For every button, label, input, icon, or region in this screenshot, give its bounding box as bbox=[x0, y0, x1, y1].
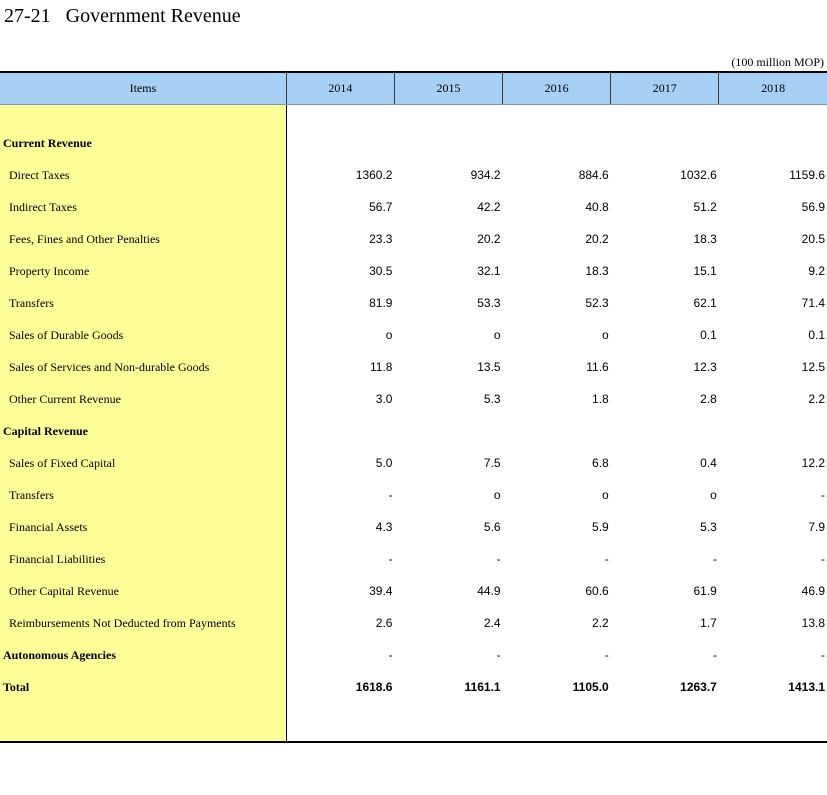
row-value: 11.6 bbox=[586, 360, 609, 374]
table-row bbox=[0, 543, 827, 575]
row-label: Sales of Durable Goods bbox=[0, 319, 286, 351]
row-label: Reimbursements Not Deducted from Payments bbox=[0, 607, 286, 639]
row-value: - bbox=[496, 552, 501, 566]
row-value: 18.3 bbox=[693, 232, 717, 246]
row-value bbox=[394, 127, 502, 159]
row-value: 18.3 bbox=[585, 264, 609, 278]
row-value: 20.5 bbox=[801, 232, 825, 246]
row-value: 42.2 bbox=[477, 200, 501, 214]
row-label: Transfers bbox=[0, 287, 286, 319]
row-value: o bbox=[602, 488, 609, 502]
row-label: Indirect Taxes bbox=[0, 191, 286, 223]
row-label: Financial Assets bbox=[0, 511, 286, 543]
row-value: - bbox=[604, 648, 609, 662]
row-value: 62.1 bbox=[693, 296, 717, 310]
row-value: 884.6 bbox=[578, 168, 609, 182]
row-label: Fees, Fines and Other Penalties bbox=[0, 223, 286, 255]
row-value: 60.6 bbox=[585, 584, 609, 598]
table-row bbox=[0, 159, 827, 191]
row-value: 1105.0 bbox=[572, 680, 609, 694]
row-value: 934.2 bbox=[470, 168, 501, 182]
table-body bbox=[0, 105, 827, 743]
row-value: - bbox=[496, 648, 501, 662]
table-row bbox=[0, 255, 827, 287]
table-row bbox=[0, 415, 827, 447]
row-value: 56.7 bbox=[286, 191, 394, 223]
row-value: 39.4 bbox=[286, 575, 394, 607]
row-value: 40.8 bbox=[585, 200, 609, 214]
row-value: 1618.6 bbox=[286, 671, 394, 703]
row-value: 20.2 bbox=[477, 232, 501, 246]
row-label: Other Current Revenue bbox=[0, 383, 286, 415]
row-value: - bbox=[712, 552, 717, 566]
row-value: 9.2 bbox=[808, 264, 825, 278]
row-value: 4.3 bbox=[286, 511, 394, 543]
row-label: Direct Taxes bbox=[0, 159, 286, 191]
row-value: 1032.6 bbox=[680, 168, 717, 182]
row-value: 13.5 bbox=[477, 360, 501, 374]
row-label: Total bbox=[0, 671, 286, 703]
row-value: 46.9 bbox=[801, 584, 825, 598]
header-year: 2016 bbox=[503, 72, 611, 105]
row-label: Transfers bbox=[0, 479, 286, 511]
row-value bbox=[719, 415, 827, 447]
row-value: 51.2 bbox=[693, 200, 717, 214]
header-year: 2015 bbox=[394, 72, 502, 105]
row-value: 12.3 bbox=[693, 360, 717, 374]
row-value: 7.9 bbox=[808, 520, 825, 534]
row-value: 5.0 bbox=[286, 447, 394, 479]
row-value: 20.2 bbox=[585, 232, 609, 246]
row-value: o bbox=[493, 488, 501, 502]
row-label: Sales of Services and Non-durable Goods bbox=[0, 351, 286, 383]
table-row bbox=[0, 575, 827, 607]
row-value: 44.9 bbox=[477, 584, 501, 598]
header-year: 2014 bbox=[286, 72, 394, 105]
table-row bbox=[0, 479, 827, 511]
row-value: - bbox=[286, 639, 394, 671]
row-value: 0.1 bbox=[808, 328, 825, 342]
row-value: 5.6 bbox=[483, 520, 501, 534]
row-value: o bbox=[710, 488, 717, 502]
row-value: 3.0 bbox=[286, 383, 394, 415]
row-value: - bbox=[821, 552, 825, 566]
table-row bbox=[0, 447, 827, 479]
row-value: 2.6 bbox=[286, 607, 394, 639]
row-label: Current Revenue bbox=[0, 127, 286, 159]
row-label: Autonomous Agencies bbox=[0, 639, 286, 671]
row-label: Financial Liabilities bbox=[0, 543, 286, 575]
row-value: 23.3 bbox=[286, 223, 394, 255]
table-row bbox=[0, 191, 827, 223]
row-value bbox=[719, 127, 827, 159]
header-year: 2017 bbox=[611, 72, 719, 105]
row-value: 56.9 bbox=[801, 200, 825, 214]
row-value: 0.1 bbox=[700, 328, 717, 342]
row-value: 12.2 bbox=[801, 456, 825, 470]
header-year: 2018 bbox=[719, 72, 827, 105]
row-value: o bbox=[493, 328, 501, 342]
revenue-table bbox=[0, 71, 827, 743]
table-row bbox=[0, 223, 827, 255]
page-title: 27-21 Government Revenue bbox=[4, 5, 241, 27]
table-row bbox=[0, 287, 827, 319]
row-value: - bbox=[712, 648, 717, 662]
row-value bbox=[503, 127, 611, 159]
row-label: Property Income bbox=[0, 255, 286, 287]
row-value: o bbox=[286, 319, 394, 351]
row-value: - bbox=[286, 543, 394, 575]
row-value: - bbox=[821, 648, 825, 662]
row-value bbox=[394, 415, 502, 447]
table-row bbox=[0, 351, 827, 383]
row-value: 5.9 bbox=[592, 520, 609, 534]
row-value: 1.8 bbox=[592, 392, 609, 406]
table-row bbox=[0, 127, 827, 159]
table-row bbox=[0, 607, 827, 639]
table-spacer-row bbox=[0, 105, 827, 128]
row-value: 30.5 bbox=[286, 255, 394, 287]
row-value: - bbox=[286, 479, 394, 511]
row-value bbox=[611, 127, 719, 159]
header-items: Items bbox=[0, 72, 286, 105]
table-row bbox=[0, 383, 827, 415]
row-value: 5.3 bbox=[483, 392, 501, 406]
table-row bbox=[0, 639, 827, 671]
row-value: - bbox=[604, 552, 609, 566]
row-value: 32.1 bbox=[477, 264, 501, 278]
row-value: 5.3 bbox=[700, 520, 717, 534]
table-row bbox=[0, 319, 827, 351]
row-value: 1.7 bbox=[700, 616, 717, 630]
row-value bbox=[503, 415, 611, 447]
row-value: 71.4 bbox=[801, 296, 825, 310]
row-value: 1413.1 bbox=[788, 680, 825, 694]
row-value bbox=[286, 415, 394, 447]
row-value: 2.4 bbox=[483, 616, 501, 630]
row-label: Other Capital Revenue bbox=[0, 575, 286, 607]
row-label: Sales of Fixed Capital bbox=[0, 447, 286, 479]
table-bottom-row bbox=[0, 703, 827, 742]
row-label: Capital Revenue bbox=[0, 415, 286, 447]
row-value: 1161.1 bbox=[464, 680, 501, 694]
row-value: 7.5 bbox=[483, 456, 501, 470]
row-value: 81.9 bbox=[286, 287, 394, 319]
row-value: 15.1 bbox=[693, 264, 717, 278]
table-row bbox=[0, 671, 827, 703]
row-value: o bbox=[602, 328, 609, 342]
row-value: 53.3 bbox=[477, 296, 501, 310]
row-value: 11.8 bbox=[286, 351, 394, 383]
row-value: 2.2 bbox=[808, 392, 825, 406]
row-value: - bbox=[821, 488, 825, 502]
row-value: 61.9 bbox=[693, 584, 717, 598]
row-value: 13.8 bbox=[801, 616, 825, 630]
row-value: 2.8 bbox=[700, 392, 717, 406]
row-value: 1263.7 bbox=[680, 680, 717, 694]
row-value: 6.8 bbox=[592, 456, 609, 470]
table-header-row bbox=[0, 72, 827, 105]
row-value: 2.2 bbox=[592, 616, 609, 630]
row-value: 52.3 bbox=[585, 296, 609, 310]
row-value: 1159.6 bbox=[789, 168, 825, 182]
row-value: 12.5 bbox=[801, 360, 825, 374]
unit-note: (100 million MOP) bbox=[731, 55, 824, 69]
row-value: 0.4 bbox=[700, 456, 717, 470]
row-value: 1360.2 bbox=[286, 159, 394, 191]
table-row bbox=[0, 511, 827, 543]
row-value bbox=[611, 415, 719, 447]
row-value bbox=[286, 127, 394, 159]
